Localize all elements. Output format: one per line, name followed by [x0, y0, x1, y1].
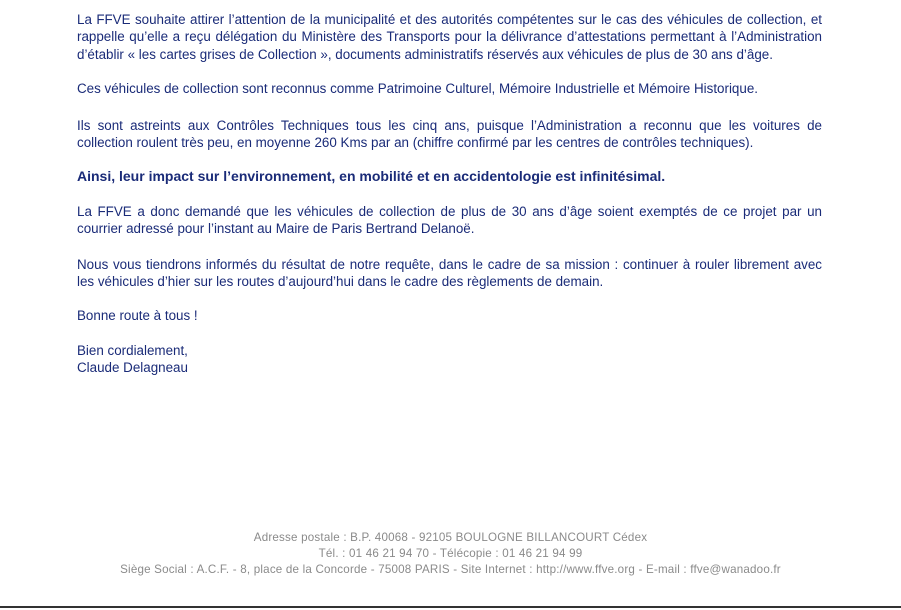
letter-body	[77, 11, 822, 377]
paragraph-ffve-attention: La FFVE souhaite attirer l’attention de la municipalité et des autorités compétentes sur le cas des véhicules de collection, et rappelle qu’elle a reçu délégation du Ministère des Transports pour la délivrance d’attestations permettant à l’Administration d’établir « les cartes grises de Collection », documents administratifs réservés aux véhicules de plus de 30 ans d’âge.	[77, 12, 822, 62]
closing-text: Bien cordialement,	[77, 342, 188, 358]
bottom-divider	[0, 606, 901, 608]
paragraph-controles-techniques: Ils sont astreints aux Contrôles Techniques tous les cinq ans, puisque l’Administration a reconnu que les voitures de collection roulent très peu, en moyenne 260 Kms par an (chiffre confirmé par les centres de contrôles techniques).	[77, 117, 822, 151]
footer-address: Adresse postale : B.P. 40068 - 92105 BOULOGNE BILLANCOURT Cédex	[253, 531, 648, 544]
paragraph-impact-bold: Ainsi, leur impact sur l’environnement, en mobilité et en accidentologie est infinitésimal.	[77, 168, 666, 185]
sign-off	[77, 342, 822, 377]
paragraph-patrimoine: Ces véhicules de collection sont reconnus comme Patrimoine Culturel, Mémoire Industrielle et Mémoire Historique.	[77, 81, 758, 97]
footer	[0, 530, 901, 578]
signature-name: Claude Delagneau	[77, 360, 188, 376]
footer-siege: Siège Social : A.C.F. - 8, place de la Concorde - 75008 PARIS - Site Internet : http://www.ffve.org - E-mail : ffve@wanadoo.fr	[120, 563, 781, 576]
paragraph-requete: Nous vous tiendrons informés du résultat de notre requête, dans le cadre de sa mission : continuer à rouler librement avec les véhicules d’hier sur les routes d’aujourd’hui dans le cadre des règlements de demain.	[77, 256, 822, 290]
paragraph-demande-exemption: La FFVE a donc demandé que les véhicules de collection de plus de 30 ans d’âge soient exemptés de ce projet par un courrier adressé pour l’instant au Maire de Paris Bertrand Delanoë.	[77, 203, 822, 237]
paragraph-bonne-route: Bonne route à tous !	[77, 308, 198, 324]
footer-phone: Tél. : 01 46 21 94 70 - Télécopie : 01 46 21 94 99	[318, 547, 583, 560]
